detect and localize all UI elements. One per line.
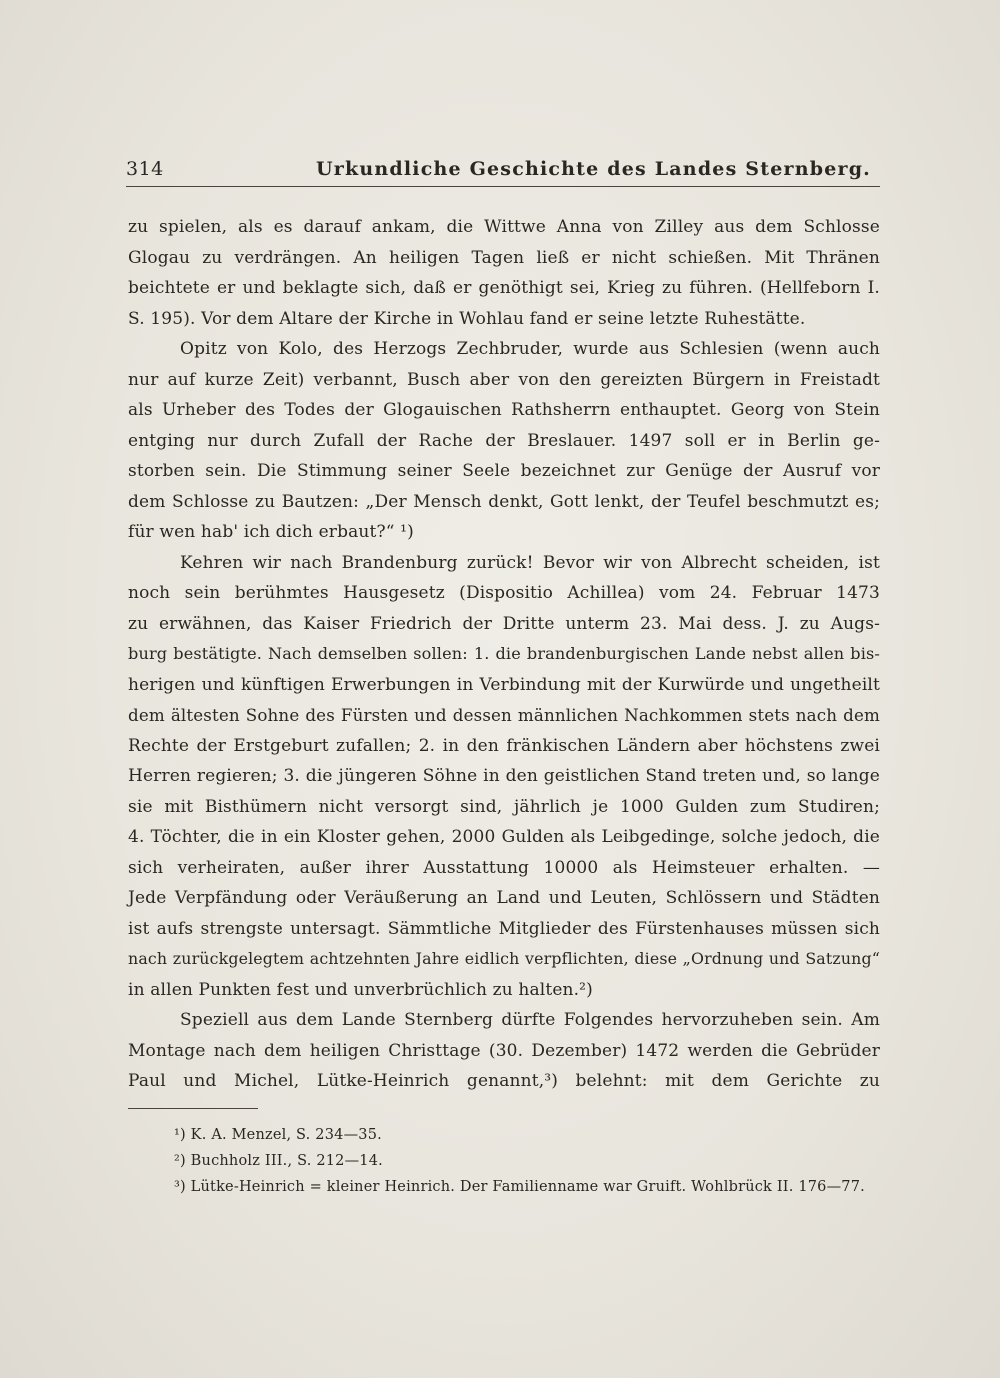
- text-line: Speziell aus dem Lande Sternberg dürfte Folgendes hervorzuheben sein. Am: [180, 1010, 880, 1030]
- text-line: noch sein berühmtes Hausgesetz (Dispositio Achillea) vom 24. Februar 1473: [128, 583, 880, 603]
- text-line: als Urheber des Todes der Glogauischen Rathsherrn enthauptet. Georg von Stein: [128, 400, 880, 420]
- text-line: zu erwähnen, das Kaiser Friedrich der Dritte unterm 23. Mai dess. J. zu Augs-: [128, 613, 880, 634]
- footnote: ³) Lütke-Heinrich = kleiner Heinrich. Der Familienname war Gruift. Wohlbrück II. 176—77.: [174, 1179, 865, 1195]
- footnote: ²) Buchholz III., S. 212—14.: [174, 1153, 383, 1169]
- page-number: 314: [126, 158, 164, 180]
- text-line: 4. Töchter, die in ein Kloster gehen, 2000 Gulden als Leibgedinge, solche jedoch, die: [128, 827, 880, 847]
- text-line: storben sein. Die Stimmung seiner Seele bezeichnet zur Genüge der Ausruf vor: [128, 461, 880, 481]
- running-title: Urkundliche Geschichte des Landes Sternberg.: [316, 158, 872, 180]
- text-line: Opitz von Kolo, des Herzogs Zechbruder, wurde aus Schlesien (wenn auch: [180, 339, 880, 359]
- text-line: Kehren wir nach Brandenburg zurück! Bevor wir von Albrecht scheiden, ist: [180, 552, 880, 573]
- text-line: Paul und Michel, Lütke-Heinrich genannt,³) belehnt: mit dem Gerichte zu: [128, 1071, 880, 1091]
- text-line: nach zurückgelegtem achtzehnten Jahre eidlich verpflichten, diese „Ordnung und Satzung“: [128, 949, 880, 968]
- text-line: ist aufs strengste untersagt. Sämmtliche Mitglieder des Fürstenhauses müssen sich: [128, 918, 880, 939]
- text-line: nur auf kurze Zeit) verbannt, Busch aber von den gereizten Bürgern in Freistadt: [128, 369, 880, 390]
- text-line: S. 195). Vor dem Altare der Kirche in Wohlau fand er seine letzte Ruhestätte.: [128, 308, 806, 329]
- body-text: [128, 212, 880, 1097]
- text-line: sie mit Bisthümern nicht versorgt sind, jährlich je 1000 Gulden zum Studiren;: [128, 796, 880, 817]
- text-line: Montage nach dem heiligen Christtage (30. Dezember) 1472 werden die Gebrüder: [128, 1040, 880, 1061]
- text-line: sich verheiraten, außer ihrer Ausstattung 10000 als Heimsteuer erhalten. —: [128, 857, 880, 878]
- footnotes: [174, 1122, 884, 1200]
- page-header: [126, 154, 880, 188]
- footnote-rule: [128, 1108, 258, 1109]
- text-line: beichtete er und beklagte sich, daß er genöthigt sei, Krieg zu führen. (Hellfeborn I.: [128, 278, 880, 298]
- text-line: in allen Punkten fest und unverbrüchlich zu halten.²): [128, 979, 593, 1000]
- text-line: dem Schlosse zu Bautzen: „Der Mensch denkt, Gott lenkt, der Teufel beschmutzt es;: [128, 491, 880, 512]
- text-line: für wen hab' ich dich erbaut?“ ¹): [128, 522, 414, 542]
- text-line: Glogau zu verdrängen. An heiligen Tagen ließ er nicht schießen. Mit Thränen: [128, 247, 880, 268]
- header-rule: [126, 186, 880, 187]
- text-line: burg bestätigte. Nach demselben sollen: 1. die brandenburgischen Lande nebst allen bis-: [128, 644, 880, 663]
- text-line: Rechte der Erstgeburt zufallen; 2. in den fränkischen Ländern aber höchstens zwei: [128, 735, 880, 756]
- text-line: zu spielen, als es darauf ankam, die Wittwe Anna von Zilley aus dem Schlosse: [128, 217, 880, 237]
- text-line: dem ältesten Sohne des Fürsten und dessen männlichen Nachkommen stets nach dem: [128, 705, 880, 725]
- text-line: Jede Verpfändung oder Veräußerung an Land und Leuten, Schlössern und Städten: [128, 888, 880, 908]
- text-line: Herren regieren; 3. die jüngeren Söhne in den geistlichen Stand treten und, so lange: [128, 766, 880, 786]
- text-line: entging nur durch Zufall der Rache der Breslauer. 1497 soll er in Berlin ge-: [128, 430, 880, 451]
- footnote: ¹) K. A. Menzel, S. 234—35.: [174, 1127, 382, 1143]
- text-line: herigen und künftigen Erwerbungen in Verbindung mit der Kurwürde und ungetheilt: [128, 674, 880, 695]
